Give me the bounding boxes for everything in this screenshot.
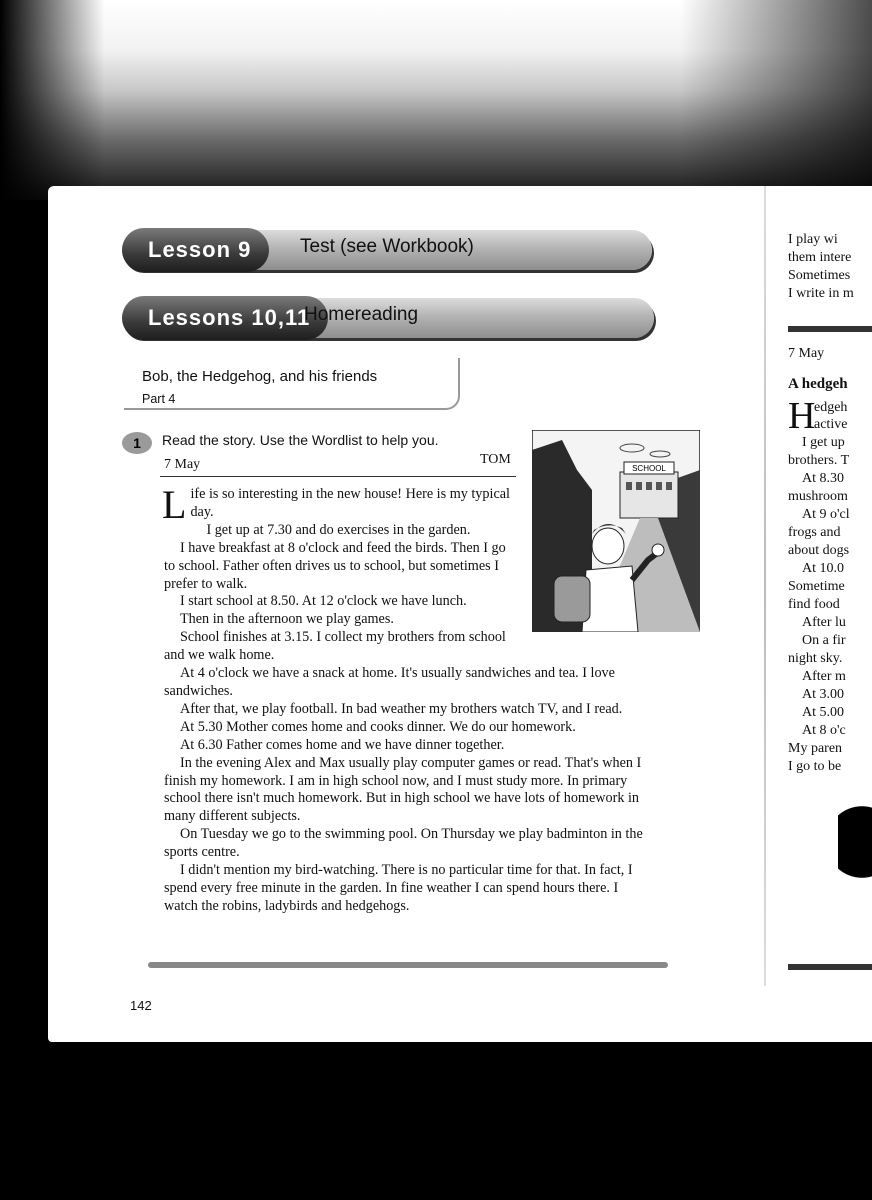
rp-divider bbox=[788, 964, 872, 970]
bush-illustration bbox=[838, 806, 872, 896]
rp-line: Sometimes bbox=[788, 268, 851, 283]
lesson-banner-9 bbox=[122, 230, 652, 270]
rp-line: I play wi bbox=[788, 232, 838, 247]
scan-shadow bbox=[0, 0, 872, 200]
diary-date: 7 May bbox=[164, 457, 201, 472]
rp-drop-cap: H bbox=[788, 395, 816, 437]
lesson-tag: Lessons 10,11 bbox=[122, 296, 328, 340]
rp-line: At 5.00 bbox=[802, 705, 844, 720]
rp-line: mushroom bbox=[788, 489, 848, 504]
rp-line: At 8 o'c bbox=[802, 723, 846, 738]
lesson-banner-10-11 bbox=[122, 298, 654, 338]
story-paragraph: At 6.30 Father comes home and we have dinner together. bbox=[180, 736, 505, 753]
story-title: Bob, the Hedgehog, and his friends bbox=[142, 368, 378, 385]
rp-line: At 3.00 bbox=[802, 687, 844, 702]
rp-line: frogs and bbox=[788, 525, 841, 540]
rp-line: active bbox=[814, 417, 848, 432]
rp-line: about dogs bbox=[788, 543, 850, 558]
school-sign: SCHOOL bbox=[632, 464, 666, 473]
story-paragraph: At 4 o'clock we have a snack at home. It's usually sandwiches and tea. I love sandwiches. bbox=[164, 665, 615, 699]
rp-line: I go to be bbox=[788, 759, 842, 774]
story-paragraph: Then in the afternoon we play games. bbox=[180, 611, 394, 628]
rp-divider bbox=[788, 326, 872, 332]
story-paragraph: I didn't mention my bird-watching. There is no particular time for that. In fact, I spend every free minute in the garden. In fine weather I can spend hours there. I watch the robins, ladybirds and hedgehogs. bbox=[164, 862, 633, 914]
rp-date: 7 May bbox=[788, 346, 825, 361]
rp-line: brothers. T bbox=[788, 453, 850, 468]
story-paragraph: I get up at 7.30 and do exercises in the garden. bbox=[206, 521, 471, 538]
lesson-tag: Lesson 9 bbox=[122, 228, 269, 272]
rp-line: At 8.30 bbox=[802, 471, 844, 486]
rp-line: night sky. bbox=[788, 651, 843, 666]
rp-line: After m bbox=[802, 669, 846, 684]
rp-line: edgeh bbox=[814, 400, 848, 415]
story-paragraph: In the evening Alex and Max usually play computer games or read. That's when I finish my homework. I am in high school now, and I must study more. In primary school there isn't much homework. But in high school we have lots of homework in many different subjects. bbox=[164, 754, 642, 825]
rp-line: At 9 o'cl bbox=[802, 507, 850, 522]
page-gutter bbox=[764, 186, 766, 986]
diary-story bbox=[162, 482, 644, 916]
exercise-number: 1 bbox=[122, 432, 152, 454]
story-paragraph: After that, we play football. In bad weather my brothers watch TV, and I read. bbox=[180, 700, 623, 717]
diary-author: TOM bbox=[480, 452, 511, 467]
rp-line: I write in m bbox=[788, 286, 854, 301]
story-paragraph: School finishes at 3.15. I collect my brothers from school and we walk home. bbox=[164, 629, 506, 664]
rp-line: find food bbox=[788, 597, 840, 612]
lesson-title: Test (see Workbook) bbox=[300, 236, 474, 257]
facing-page-fragment bbox=[788, 186, 872, 1006]
rp-line: On a fir bbox=[802, 633, 846, 648]
drop-cap: L bbox=[162, 482, 187, 527]
rp-line: I get up bbox=[802, 435, 845, 450]
rp-line: My paren bbox=[788, 741, 843, 756]
page-number: 142 bbox=[130, 998, 152, 1013]
story-paragraph: Life is so interesting in the new house! Here is my typical day. bbox=[162, 482, 510, 527]
page-bottom-border bbox=[148, 962, 668, 968]
exercise-instruction: Read the story. Use the Wordlist to help you. bbox=[162, 432, 439, 448]
rp-line: Sometime bbox=[788, 579, 845, 594]
rp-line: After lu bbox=[802, 615, 846, 630]
rp-line: At 10.0 bbox=[802, 561, 844, 576]
rp-heading: A hedgeh bbox=[788, 376, 848, 392]
story-paragraph: On Tuesday we go to the swimming pool. On Thursday we play badminton in the sports centre. bbox=[164, 826, 643, 861]
rp-line: them intere bbox=[788, 250, 852, 265]
story-paragraph: I start school at 8.50. At 12 o'clock we have lunch. bbox=[180, 593, 467, 610]
story-part: Part 4 bbox=[142, 392, 176, 406]
book-page bbox=[48, 186, 872, 1042]
lesson-title: Homereading bbox=[304, 304, 419, 325]
story-paragraph: At 5.30 Mother comes home and cooks dinner. We do our homework. bbox=[180, 718, 576, 735]
story-paragraph: I have breakfast at 8 o'clock and feed the birds. Then I go to school. Father often drives us to school, but sometimes I prefer to walk. bbox=[164, 539, 506, 592]
header-rule bbox=[160, 476, 516, 477]
